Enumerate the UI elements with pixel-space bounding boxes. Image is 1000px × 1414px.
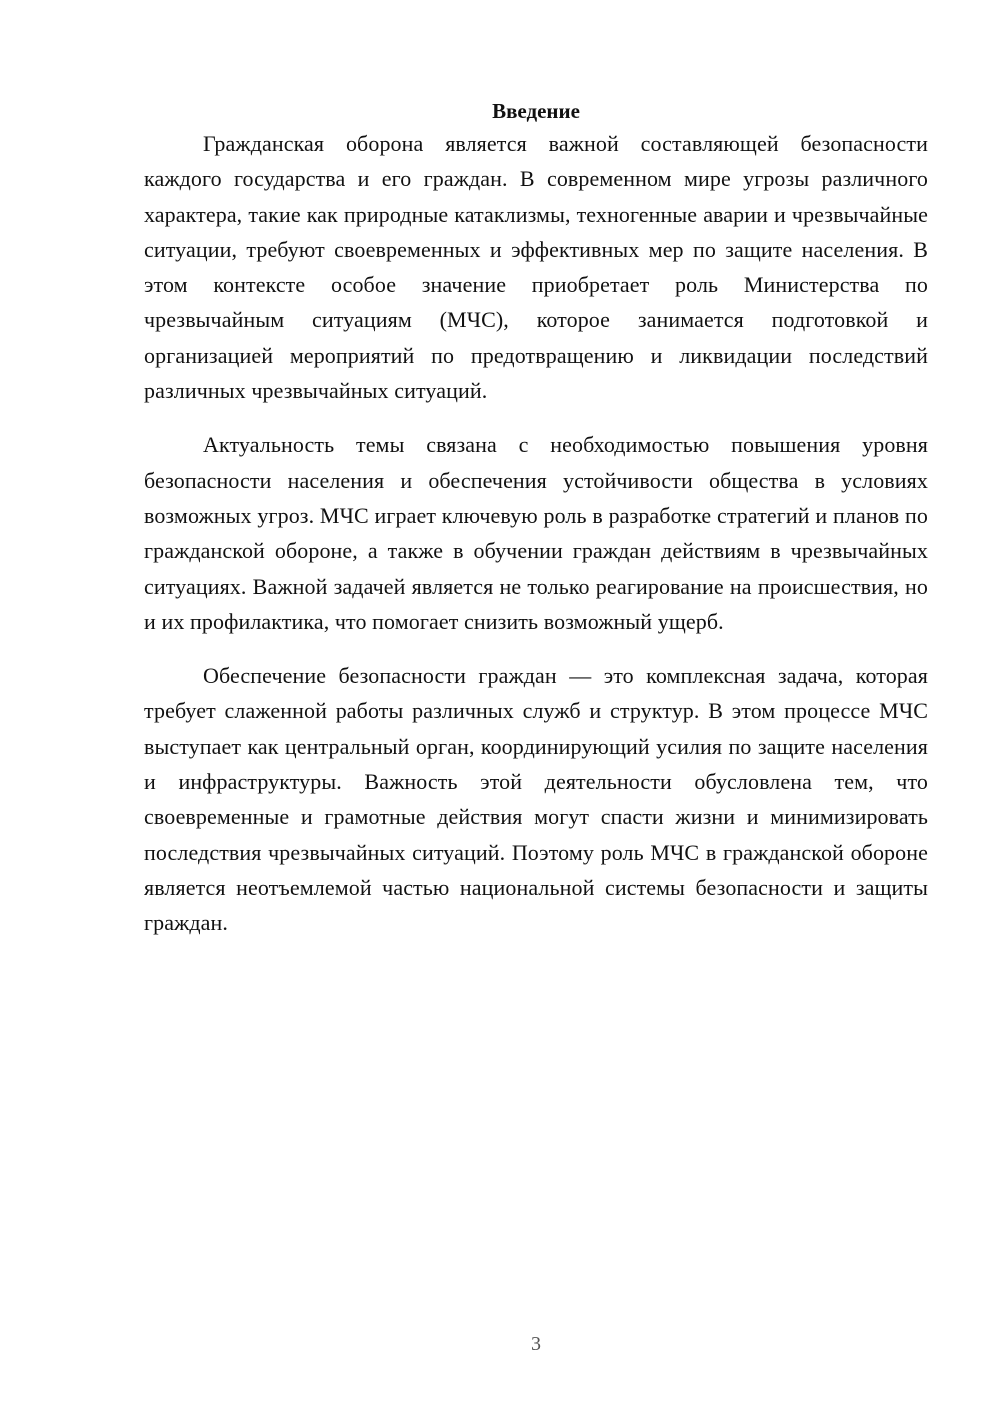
paragraph-2: Актуальность темы связана с необходимостью повышения уровня безопасности населения и обеспечения устойчивости общества в условиях возможных угроз. МЧС играет ключевую роль в разработке стратегий и планов по гражданской обороне, а также в обучении граждан действиям в чрезвычайных ситуациях. Важной задачей является не только реагирование на происшествия, но и их профилактика, что помогает снизить возможный ущерб. <box>144 432 928 634</box>
paragraph-3: Обеспечение безопасности граждан — это комплексная задача, которая требует слаженной работы различных служб и структур. В этом процессе МЧС выступает как центральный орган, координирующий усилия по защите населения и инфраструктуры. Важность этой деятельности обусловлена тем, что своевременные и грамотные действия могут спасти жизни и минимизировать последствия чрезвычайных ситуаций. Поэтому роль МЧС в гражданской обороне является неотъемлемой частью национальной системы безопасности и защиты граждан. <box>144 663 928 936</box>
paragraph-1: Гражданская оборона является важной составляющей безопасности каждого государства и его граждан. В современном мире угрозы различного характера, такие как природные катаклизмы, техногенные аварии и чрезвычайные ситуации, требуют своевременных и эффективных мер по защите населения. В этом контексте особое значение приобретает роль Министерства по чрезвычайным ситуациям (МЧС), которое занимается подготовкой и организацией мероприятий по предотвращению и ликвидации последствий различных чрезвычайных ситуаций. <box>144 131 928 404</box>
section-heading: Введение <box>492 99 580 123</box>
page-number: 3 <box>531 1333 541 1355</box>
page-content <box>144 96 928 941</box>
